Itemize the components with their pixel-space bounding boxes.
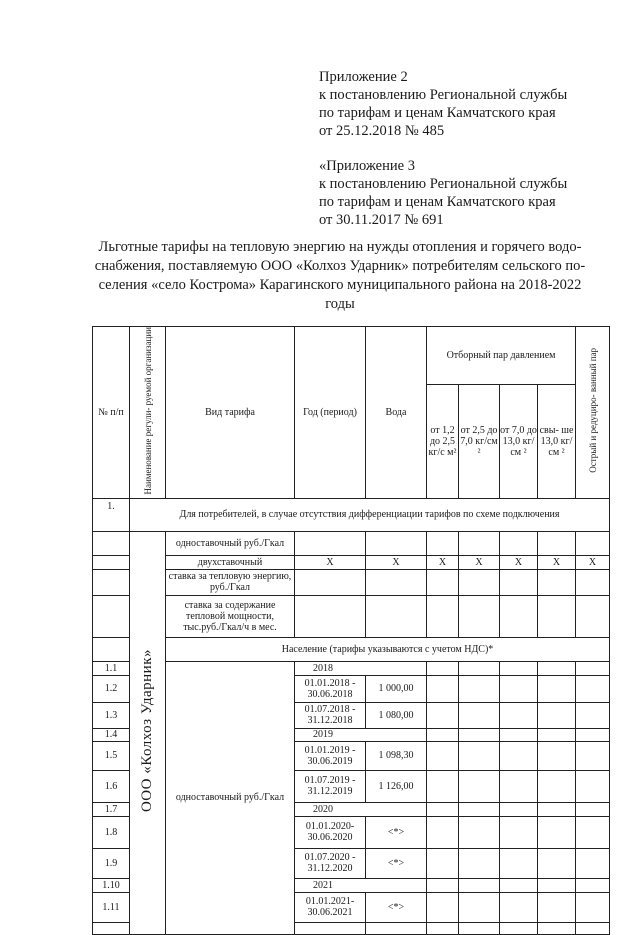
col-header-sharp-text: Острый и редуциро- ванный пар — [587, 348, 598, 474]
blank-cell — [427, 702, 459, 728]
population-heading: Население (тарифы указываются с учетом НДС)* — [166, 637, 610, 661]
blank-cell — [576, 569, 610, 595]
blank-cell — [538, 802, 576, 816]
period-cell: 01.07.2020 - 31.12.2020 — [295, 848, 366, 878]
blank-cell — [576, 661, 610, 675]
blank-cell — [427, 922, 459, 934]
blank-cell — [538, 892, 576, 922]
col-header-steam-1: от 1,2 до 2,5 кг/с м² — [427, 385, 459, 498]
blank-cell — [538, 569, 576, 595]
tariff-single: одноставочный руб./Гкал — [166, 531, 295, 555]
blank-cell — [538, 816, 576, 848]
blank-cell — [459, 531, 500, 555]
blank-cell — [427, 741, 459, 770]
row-number: 1.3 — [93, 702, 130, 728]
blank-cell — [427, 595, 459, 637]
blank-cell — [366, 595, 427, 637]
title-line: снабжения, поставляемую ООО «Колхоз Ударник» потребителям сельского по- — [94, 258, 586, 274]
section-heading: Для потребителей, в случае отсутствия дифференциации тарифов по схеме подключения — [130, 498, 610, 531]
period-cell: 01.01.2019 - 30.06.2019 — [295, 741, 366, 770]
blank-cell — [538, 848, 576, 878]
row-number: 1.8 — [93, 816, 130, 848]
row-number: 1.6 — [93, 770, 130, 802]
blank-cell — [576, 728, 610, 741]
blank-cell — [459, 770, 500, 802]
blank-cell — [427, 728, 459, 741]
blank-cell — [500, 848, 538, 878]
blank-cell — [427, 816, 459, 848]
appendix-header — [319, 68, 567, 140]
blank-cell — [295, 595, 366, 637]
col-header-sharp-steam — [576, 327, 610, 499]
header-line: к постановлению Региональной службы — [319, 87, 568, 103]
col-header-org-text: Наименование регули- руемой организации — [142, 327, 153, 495]
blank-cell — [500, 702, 538, 728]
period-cell: 01.01.2018 - 30.06.2018 — [295, 675, 366, 702]
blank-cell — [500, 878, 538, 892]
x-mark: X — [538, 555, 576, 569]
section-number: 1. — [93, 498, 130, 531]
water-value: 1 080,00 — [366, 702, 427, 728]
x-mark: X — [576, 555, 610, 569]
blank-cell — [459, 661, 500, 675]
blank-cell — [93, 569, 130, 595]
col-header-water: Вода — [366, 327, 427, 499]
blank-cell — [93, 555, 130, 569]
blank-cell — [576, 595, 610, 637]
org-name: ООО «Колхоз Ударник» — [139, 649, 155, 813]
year-cell: 2021 — [295, 878, 427, 892]
blank-cell — [366, 531, 427, 555]
blank-cell — [459, 741, 500, 770]
blank-cell — [576, 741, 610, 770]
blank-cell — [500, 531, 538, 555]
blank-cell — [366, 922, 427, 934]
blank-cell — [427, 661, 459, 675]
document-title — [70, 238, 610, 314]
blank-cell — [538, 922, 576, 934]
x-mark: X — [366, 555, 427, 569]
blank-cell — [93, 922, 130, 934]
row-number: 1.1 — [93, 661, 130, 675]
row-number: 1.2 — [93, 675, 130, 702]
blank-cell — [427, 770, 459, 802]
blank-cell — [295, 569, 366, 595]
col-header-org — [130, 327, 166, 499]
row-number: 1.5 — [93, 741, 130, 770]
period-cell: 01.07.2019 - 31.12.2019 — [295, 770, 366, 802]
water-value: <*> — [366, 848, 427, 878]
row-number: 1.7 — [93, 802, 130, 816]
blank-cell — [459, 816, 500, 848]
blank-cell — [459, 802, 500, 816]
header-line: «Приложение 3 — [319, 158, 415, 174]
blank-cell — [427, 848, 459, 878]
blank-cell — [93, 637, 130, 661]
blank-cell — [576, 531, 610, 555]
blank-cell — [538, 741, 576, 770]
blank-cell — [500, 741, 538, 770]
col-header-tariff-type: Вид тарифа — [166, 327, 295, 499]
blank-cell — [427, 878, 459, 892]
tariff-double: двухставочный — [166, 555, 295, 569]
water-value: 1 000,00 — [366, 675, 427, 702]
period-cell: 01.01.2020- 30.06.2020 — [295, 816, 366, 848]
x-mark: X — [500, 555, 538, 569]
blank-cell — [459, 569, 500, 595]
blank-cell — [500, 892, 538, 922]
blank-cell — [459, 922, 500, 934]
col-header-steam-4: свы- ше 13,0 кг/см ² — [538, 385, 576, 498]
tariff-rate-energy: ставка за тепловую энергию, руб./Гкал — [166, 569, 295, 595]
water-value: <*> — [366, 892, 427, 922]
water-value: 1 126,00 — [366, 770, 427, 802]
blank-cell — [427, 569, 459, 595]
blank-cell — [538, 531, 576, 555]
water-value: 1 098,30 — [366, 741, 427, 770]
blank-cell — [538, 702, 576, 728]
blank-cell — [500, 728, 538, 741]
col-header-num: № п/п — [93, 327, 130, 499]
blank-cell — [427, 675, 459, 702]
blank-cell — [538, 675, 576, 702]
col-header-year: Год (период) — [295, 327, 366, 499]
org-name-cell — [130, 531, 166, 934]
blank-cell — [576, 816, 610, 848]
blank-cell — [538, 770, 576, 802]
header-line: от 25.12.2018 № 485 — [319, 123, 445, 139]
blank-cell — [500, 675, 538, 702]
blank-cell — [459, 675, 500, 702]
col-header-steam-3: от 7,0 до 13,0 кг/см ² — [500, 385, 538, 498]
blank-cell — [93, 595, 130, 637]
year-cell: 2019 — [295, 728, 427, 741]
header-line: к постановлению Региональной службы — [319, 176, 568, 192]
pop-tariff-type: одноставочный руб./Гкал — [166, 661, 295, 934]
blank-cell — [500, 802, 538, 816]
blank-cell — [295, 531, 366, 555]
blank-cell — [576, 892, 610, 922]
header-line: Приложение 2 — [319, 69, 408, 85]
row-number: 1.9 — [93, 848, 130, 878]
blank-cell — [576, 702, 610, 728]
header-line: от 30.11.2017 № 691 — [319, 212, 444, 228]
blank-cell — [500, 770, 538, 802]
x-mark: X — [427, 555, 459, 569]
blank-cell — [459, 892, 500, 922]
blank-cell — [500, 816, 538, 848]
x-mark: X — [459, 555, 500, 569]
blank-cell — [500, 922, 538, 934]
blank-cell — [459, 878, 500, 892]
row-number: 1.4 — [93, 728, 130, 741]
blank-cell — [93, 531, 130, 555]
blank-cell — [500, 595, 538, 637]
blank-cell — [576, 675, 610, 702]
blank-cell — [459, 728, 500, 741]
blank-cell — [459, 595, 500, 637]
period-cell: 01.01.2021- 30.06.2021 — [295, 892, 366, 922]
blank-cell — [538, 661, 576, 675]
title-line: селения «село Кострома» Карагинского муниципального района на 2018-2022 — [98, 277, 582, 293]
blank-cell — [427, 802, 459, 816]
col-header-steam-2: от 2,5 до 7,0 кг/см ² — [459, 385, 500, 498]
tariff-table — [92, 326, 610, 935]
title-line: Льготные тарифы на тепловую энергию на нужды отопления и горячего водо- — [98, 239, 582, 255]
blank-cell — [576, 848, 610, 878]
blank-cell — [500, 661, 538, 675]
col-header-steam-group: Отборный пар давлением — [427, 327, 576, 385]
year-cell: 2020 — [295, 802, 427, 816]
blank-cell — [459, 848, 500, 878]
period-cell: 01.07.2018 - 31.12.2018 — [295, 702, 366, 728]
water-value: <*> — [366, 816, 427, 848]
blank-cell — [538, 878, 576, 892]
tariff-rate-capacity: ставка за содержание тепловой мощности, тыс.руб./Гкал/ч в мес. — [166, 595, 295, 637]
blank-cell — [576, 802, 610, 816]
x-mark: X — [295, 555, 366, 569]
blank-cell — [295, 922, 366, 934]
header-line: по тарифам и ценам Камчатского края — [319, 105, 556, 121]
blank-cell — [538, 595, 576, 637]
row-number: 1.11 — [93, 892, 130, 922]
blank-cell — [576, 770, 610, 802]
blank-cell — [427, 892, 459, 922]
blank-cell — [366, 569, 427, 595]
appendix-header-previous — [319, 157, 567, 229]
title-line: годы — [325, 296, 355, 312]
row-number: 1.10 — [93, 878, 130, 892]
blank-cell — [538, 728, 576, 741]
blank-cell — [459, 702, 500, 728]
blank-cell — [576, 878, 610, 892]
blank-cell — [500, 569, 538, 595]
header-line: по тарифам и ценам Камчатского края — [319, 194, 556, 210]
blank-cell — [576, 922, 610, 934]
year-cell: 2018 — [295, 661, 427, 675]
blank-cell — [427, 531, 459, 555]
